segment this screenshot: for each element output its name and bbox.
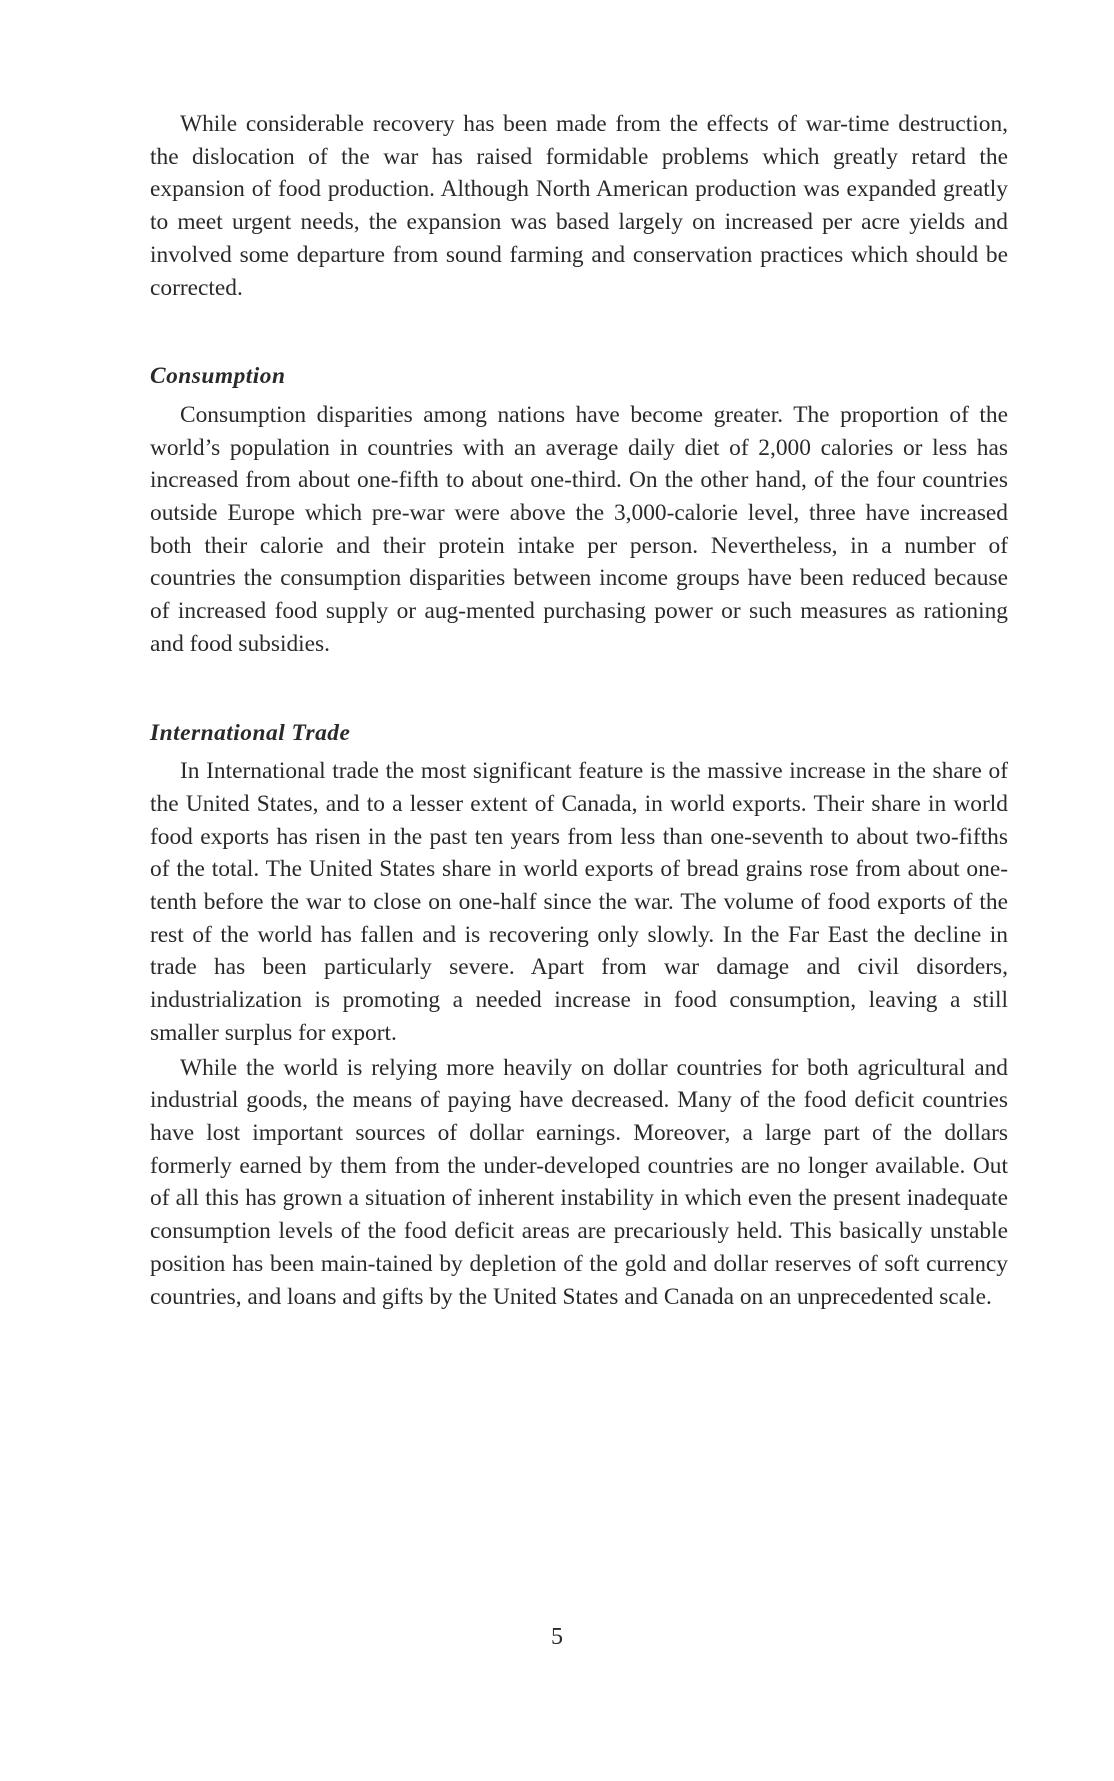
- international-trade-paragraph-1: In International trade the most significant feature is the massive increase in the share of the United States, and to a lesser extent of Canada, in world exports. Their share in world food exports has risen in the past ten years from less than one-seventh to about two-fifths of the total. The United States share in world exports of bread grains rose from about one-tenth before the war to close on one-half since the war. The volume of food exports of the rest of the world has fallen and is recovering only slowly. In the Far East the decline in trade has been particularly severe. Apart from war damage and civil disorders, industrialization is promoting a needed increase in food consumption, leaving a still smaller surplus for export.: [150, 758, 1008, 1046]
- section-heading-international-trade: International Trade: [150, 719, 351, 746]
- intro-paragraph: While considerable recovery has been made from the effects of war-time destruction, the dislocation of the war has raised formidable problems which greatly retard the expansion of food production. Although North American production was expanded greatly to meet urgent needs, the expansion was based largely on increased per acre yields and involved some departure from sound farming and conservation practices which should be corrected.: [150, 111, 1008, 301]
- page-number: 5: [551, 1624, 563, 1650]
- consumption-paragraph: Consumption disparities among nations have become greater. The proportion of the world’s population in countries with an average daily diet of 2,000 calories or less has increased from about one-fifth to about one-third. On the other hand, of the four countries outside Europe which pre-war were above the 3,000-calorie level, three have increased both their calorie and their protein intake per person. Nevertheless, in a number of countries the consumption disparities between income groups have been reduced because of increased food supply or aug-mented purchasing power or such measures as rationing and food subsidies.: [150, 401, 1008, 657]
- international-trade-paragraph-2: While the world is relying more heavily on dollar countries for both agricultural and industrial goods, the means of paying have decreased. Many of the food deficit countries have lost important sources of dollar earnings. Moreover, a large part of the dollars formerly earned by them from the under-developed countries are no longer available. Out of all this has grown a situation of inherent instability in which even the present inadequate consumption levels of the food deficit areas are precariously held. This basically unstable position has been main-tained by depletion of the gold and dollar reserves of soft currency countries, and loans and gifts by the United States and Canada on an unprecedented scale.: [150, 1054, 1008, 1310]
- section-heading-consumption: Consumption: [150, 363, 286, 390]
- document-page: [150, 108, 1008, 1313]
